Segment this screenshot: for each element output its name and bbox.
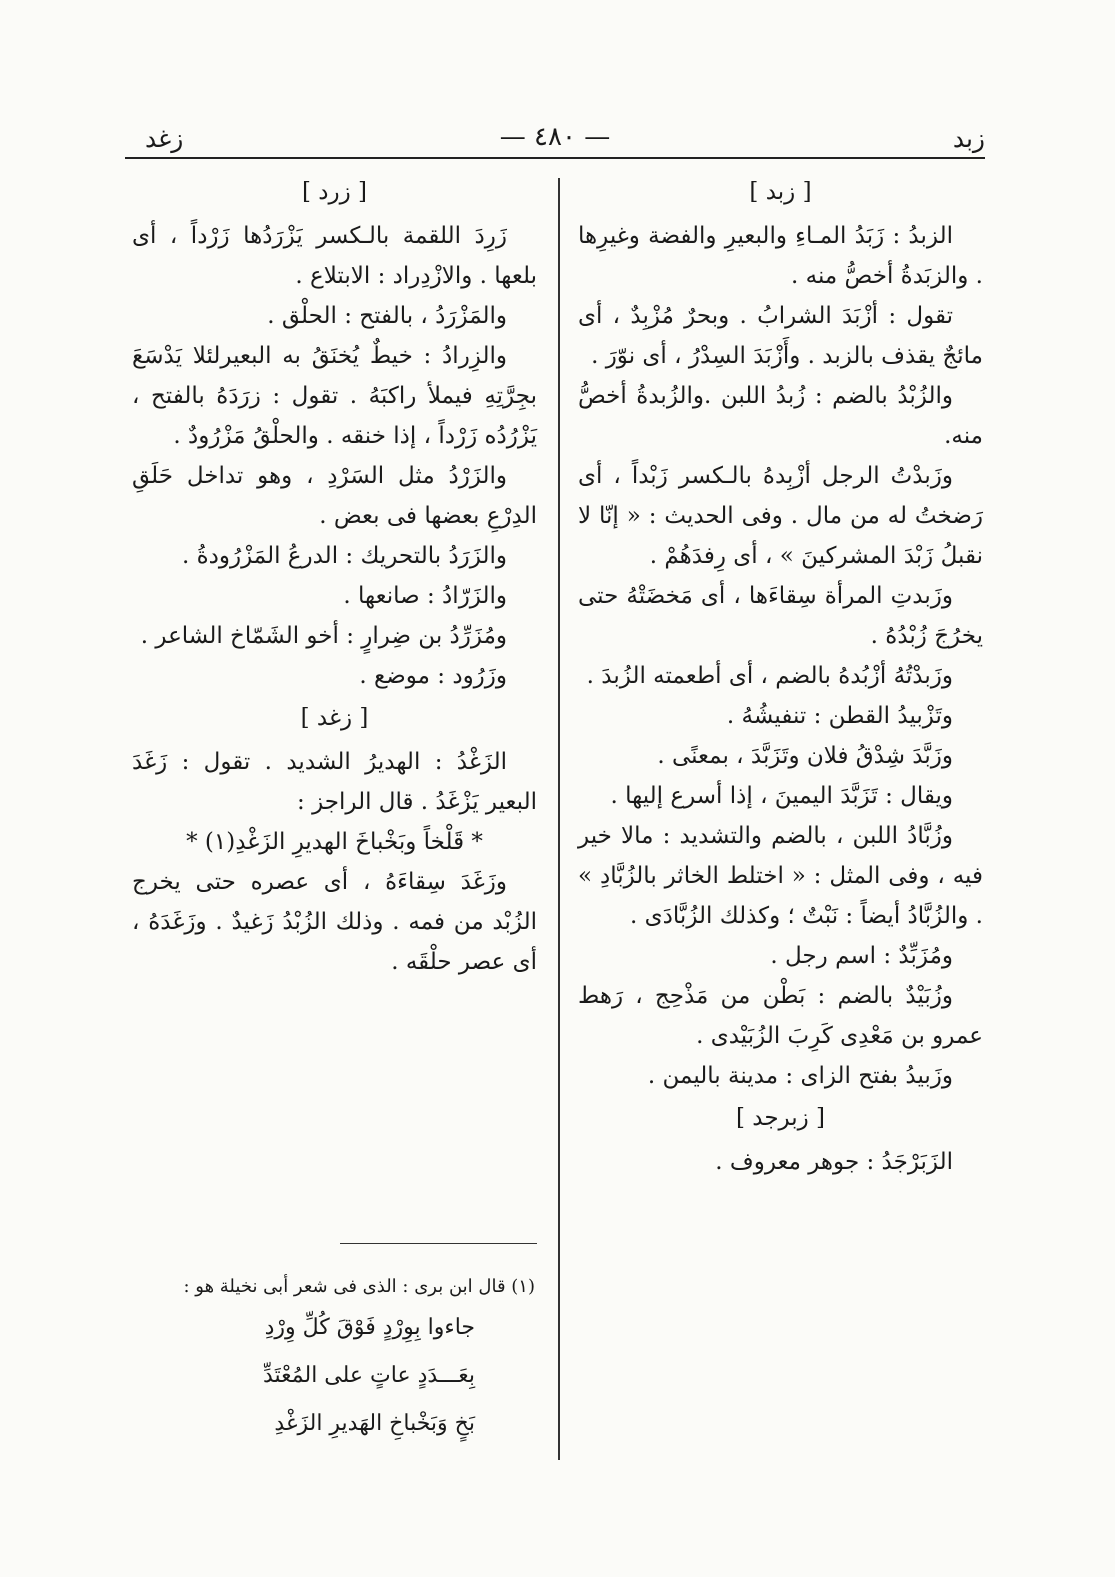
column-divider: [558, 178, 560, 1460]
page-number: — ٤٨٠ —: [499, 122, 611, 152]
dictionary-entry: ومُزَرِّدُ بن ضِرارٍ : أخو الشَمّاخ الشاعر .: [140, 623, 507, 649]
dictionary-entry: تقول : أزْبَدَ الشرابُ . وبحرٌ مُزْبِدٌ ، أى مائجٌ يقذف بالزبد . وأَزْبَدَ السِدْرُ ، أى نوّرَ .: [578, 303, 983, 369]
footnote: [135, 1270, 535, 1448]
dictionary-entry: والزَرَدُ بالتحريك : الدرعُ المَزْرُودةُ .: [181, 543, 507, 569]
dictionary-entry: والزِرادُ : خيطٌ يُخنَقُ به البعيرلئلا يَدْسَعَ بجِرَّتِهِ فيملأ راكبَهُ . تقول : زرَدَهُ بالفتح ، يَزْرُدُه زَرْداً ، إذا خنقه . والحلْقُ مَزْرُودٌ .: [132, 343, 537, 449]
dictionary-entry: الزَبَرْجَدُ : جوهر معروف .: [715, 1149, 953, 1175]
dictionary-entry: وزُبَّادُ اللبن ، بالضم والتشديد : مالا خير فيه ، وفى المثل : « اختلط الخاثر بالزُبَّادِ » . والزُبَّادُ أيضاً : نَبْتٌ ؛ وكذلك الزُبَّادَى .: [578, 823, 983, 929]
dictionary-entry: وزَرُود : موضع .: [359, 663, 507, 689]
entry-heading: [ زبرجد ]: [735, 1105, 826, 1131]
dictionary-entry: وزُبَيْدٌ بالضم : بَطْن من مَذْحِج ، رَهط عمرو بن مَعْدِى كَرِبَ الزُبَيْدى .: [578, 983, 983, 1049]
footnote-rule: [340, 1243, 537, 1244]
entry-heading: [ زبد ]: [749, 179, 812, 205]
dictionary-entry: وزَبَّدَ شِدْقُ فلان وتَزَبَّدَ ، بمعنًى .: [657, 743, 953, 769]
dictionary-entry: وزَبدْتُ الرجل أزْبِدهُ بالـكسر زَبْداً ، أى رَضختُ له من مال . وفى الحديث : « إنّا لا نقبلُ زَبْدَ المشركينَ » ، أى رِفدَهُمْ .: [578, 463, 983, 569]
dictionary-entry: ومُزَبِّدٌ : اسم رجل .: [770, 943, 953, 969]
dictionary-entry: الزبدُ : زَبَدُ المـاءِ والبعيرِ والفضة وغيرِها . والزبَدةُ أخصُّ منه .: [578, 223, 983, 289]
header-root-right: زبد: [952, 124, 985, 153]
dictionary-entry: وزَبدْتُهُ أزْبُدهُ بالضم ، أى أطعمته الزُبدَ .: [586, 663, 953, 689]
header-rule: [125, 157, 985, 159]
header-root-left: زغد: [145, 124, 184, 153]
dictionary-entry: والزَرّادُ : صانعها .: [343, 583, 507, 609]
verse-line: * قَلْخاً وبَخْباخَ الهديرِ الزَغْدِ(١) *: [186, 829, 483, 855]
dictionary-entry: زَرِدَ اللقمة بالـكسر يَزْرَدُها زَرْداً ، أى بلعها . والازْدِراد : الابتلاع .: [132, 223, 537, 289]
dictionary-entry: ويقال : تَزَبَّدَ اليمينَ ، إذا أسرع إليها .: [610, 783, 953, 809]
dictionary-entry: والزَرْدُ مثل السَرْدِ ، وهو تداخل حَلَقِ الدِرْعِ بعضها فى بعض .: [132, 463, 537, 529]
footnote-verse: جاءوا بِوِرْدٍ فَوْقَ كُلِّ وِرْدِ: [264, 1315, 475, 1340]
right-column: [578, 170, 983, 1182]
left-column: [132, 170, 537, 982]
dictionary-entry: وزَغَدَ سِقاءَهُ ، أى عصره حتى يخرج الزُبْد من فمه . وذلك الزُبْدُ زَغيدٌ . وزَغَدَهُ ، أى عصر حلْقَه .: [132, 869, 537, 975]
dictionary-entry: وزَبدتِ المرأة سِقاءَها ، أى مَخضَتْهُ حتى يخرُجَ زُبْدُهُ .: [578, 583, 983, 649]
footnote-verse: بِعَـــدَدٍ عاتٍ على المُعْتَدِّ: [262, 1363, 475, 1388]
footnote-note: (١) قال ابن برى : الذى فى شعر أبى نخيلة هو :: [183, 1276, 535, 1297]
entry-heading: [ زرد ]: [301, 179, 368, 205]
dictionary-entry: وزَبيدُ بفتح الزاى : مدينة باليمن .: [647, 1063, 953, 1089]
dictionary-entry: الزَغْدُ : الهديرُ الشديد . تقول : زَغَدَ البعير يَزْغَدُ . قال الراجز :: [132, 749, 537, 815]
dictionary-entry: وتَزْبيدُ القطن : تنفيشُهُ .: [726, 703, 953, 729]
entry-heading: [ زغد ]: [300, 705, 369, 731]
page-header: [125, 118, 985, 158]
dictionary-entry: والمَزْرَدُ ، بالفتح : الحلْق .: [267, 303, 507, 329]
dictionary-entry: والزُبْدُ بالضم : زُبدُ اللبن .والزُبدةُ أخصُّ منه.: [578, 383, 983, 449]
footnote-verse: بَخٍ وَبَخْباخِ الهَديرِ الزَغْدِ: [274, 1411, 475, 1436]
